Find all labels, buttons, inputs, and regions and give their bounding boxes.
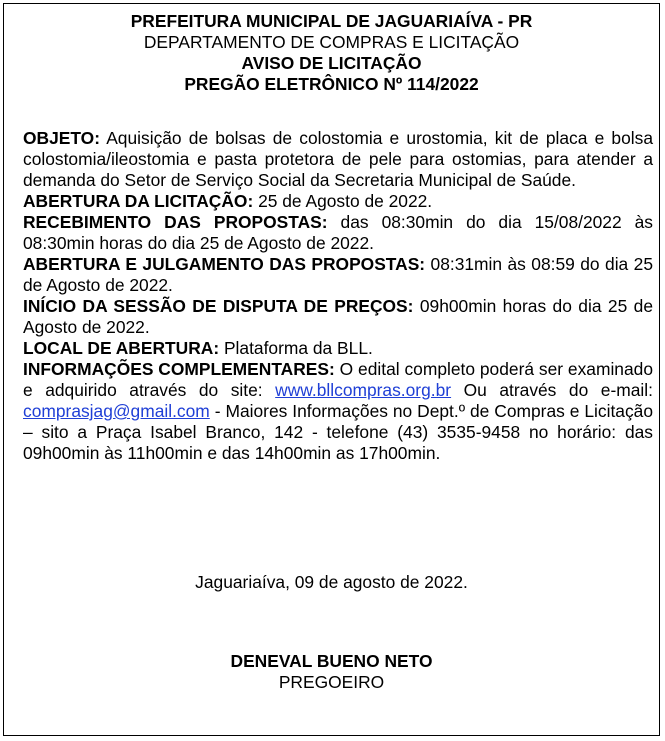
section-inicio (23, 296, 653, 338)
place-date: Jaguariaíva, 09 de agosto de 2022. (195, 572, 468, 592)
section-info (23, 359, 653, 464)
email-link[interactable]: comprasjag@gmail.com (23, 401, 210, 421)
section-recebimento (23, 212, 653, 254)
section-local (23, 338, 653, 359)
objeto-text: Aquisição de bolsas de colostomia e urostomia, kit de placa e bolsa colostomia/ileostomia e pasta protetora de pele para ostomias, para atender a demanda do Setor de Serviço Social da Secretaria Municipal de Saúde. (23, 128, 653, 190)
info-text-1: O edital completo poderá ser examinado e adquirido através do site: (23, 359, 653, 400)
notice-header (4, 11, 659, 95)
section-objeto (23, 128, 653, 191)
auction-number: PREGÃO ELETRÔNICO Nº 114/2022 (184, 74, 479, 94)
info-text-2: Ou através do e-mail: (451, 380, 653, 400)
inicio-label: INÍCIO DA SESSÃO DE DISPUTA DE PREÇOS: (23, 296, 414, 316)
local-label: LOCAL DE ABERTURA: (23, 338, 220, 358)
local-text: Plataforma da BLL. (219, 338, 373, 358)
signer-role: PREGOEIRO (278, 672, 385, 692)
site-link[interactable]: www.bllcompras.org.br (275, 380, 452, 400)
notice-type: AVISO DE LICITAÇÃO (241, 53, 422, 73)
recebimento-text: das 08:30min do dia 15/08/2022 às 08:30min horas do dia 25 de Agosto de 2022. (23, 212, 653, 253)
inicio-text: 09h00min horas do dia 25 de Agosto de 2022. (23, 296, 653, 337)
department-title: DEPARTAMENTO DE COMPRAS E LICITAÇÃO (143, 32, 520, 52)
recebimento-label: RECEBIMENTO DAS PROPOSTAS: (23, 212, 328, 232)
julgamento-label: ABERTURA E JULGAMENTO DAS PROPOSTAS: (23, 254, 426, 274)
julgamento-text: 08:31min às 08:59 do dia 25 de Agosto de 2022. (23, 254, 654, 295)
section-julgamento (23, 254, 653, 296)
notice-box (3, 3, 660, 736)
abertura-label: ABERTURA DA LICITAÇÃO: (23, 191, 254, 211)
abertura-text: 25 de Agosto de 2022. (253, 191, 433, 211)
signer-name: DENEVAL BUENO NETO (230, 651, 433, 671)
info-label: INFORMAÇÕES COMPLEMENTARES: (23, 359, 335, 379)
section-abertura (23, 191, 653, 212)
objeto-label: OBJETO: (23, 128, 100, 148)
notice-body (23, 128, 653, 464)
info-text-3: - Maiores Informações no Dept.º de Compras e Licitação – sito a Praça Isabel Branco, 142 - telefone (43) 3535-9458 no horário: das 09h00min às 11h00min e das 14h00min as 17h00min. (23, 401, 653, 463)
municipality-title: PREFEITURA MUNICIPAL DE JAGUARIAÍVA - PR (130, 11, 533, 31)
